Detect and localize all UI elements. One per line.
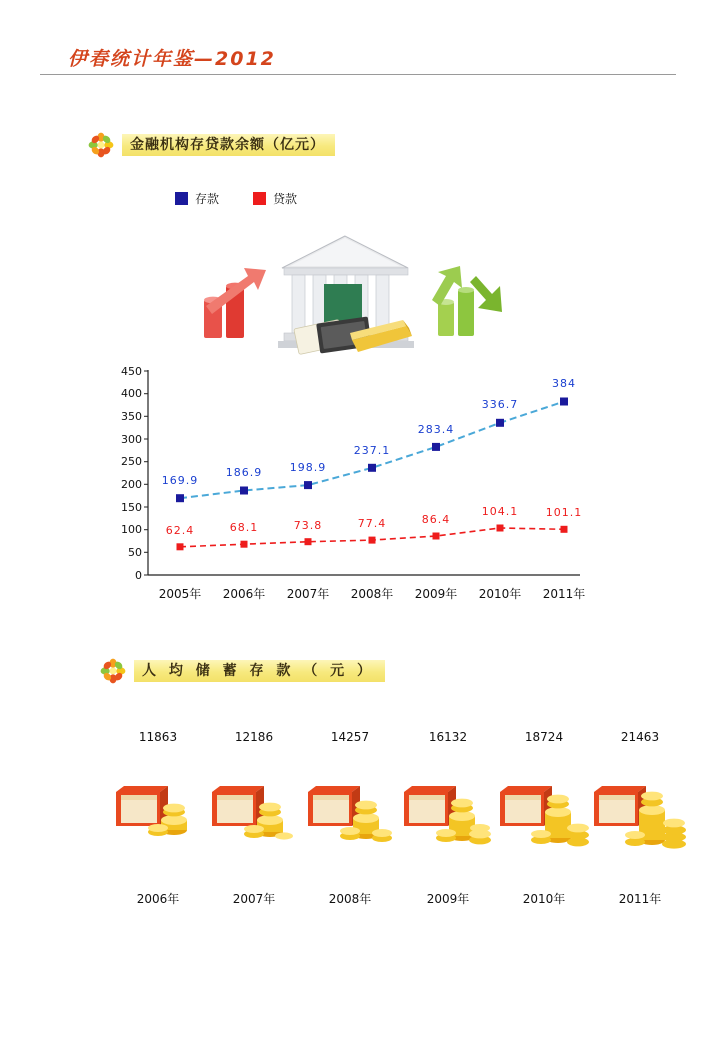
section-title-finance: 金融机构存贷款余额（亿元） [122,134,335,156]
savings-col-2010 [494,730,594,907]
svg-text:300: 300 [121,433,142,446]
svg-text:200: 200 [121,478,142,491]
savings-value-2008: 14257 [330,730,370,744]
svg-text:283.4: 283.4 [417,423,455,436]
legend-label-loan: 贷款 [273,192,298,206]
wallet-and-coins-icon [204,764,304,850]
svg-text:250: 250 [121,455,142,468]
legend-swatch-deposit [175,192,188,205]
wallet-and-coins-icon [300,764,400,850]
money-icon [294,317,412,355]
svg-text:350: 350 [121,410,142,423]
savings-value-2010: 18724 [524,730,564,744]
svg-text:384: 384 [552,377,576,390]
svg-text:2007年: 2007年 [286,587,330,601]
svg-text:336.7: 336.7 [481,398,519,411]
savings-year-2008: 2008年 [328,892,372,906]
svg-text:2006年: 2006年 [222,587,266,601]
wallet-and-coins-icon [590,764,690,850]
svg-text:0: 0 [135,569,142,582]
svg-text:73.8: 73.8 [293,519,323,532]
savings-col-2006 [108,730,208,907]
savings-value-2007: 12186 [234,730,274,744]
legend-label-deposit: 存款 [195,192,220,206]
svg-text:400: 400 [121,387,142,400]
svg-text:86.4: 86.4 [421,513,451,526]
x-tick-labels [159,586,586,601]
page-header [0,44,710,78]
svg-text:100: 100 [121,523,142,536]
section-title-savings: 人 均 储 蓄 存 款 （ 元 ） [134,660,385,682]
wallet-and-coins-icon [398,764,498,850]
savings-pictogram-chart [60,730,660,930]
savings-col-2008 [300,730,400,907]
bank-illustration [200,228,510,368]
page-title: 伊春统计年鉴—2012 [68,48,276,70]
savings-col-2009 [398,730,498,907]
savings-year-2011: 2011年 [618,892,662,906]
savings-col-2011 [590,730,690,907]
svg-text:169.9: 169.9 [161,474,199,487]
savings-year-2007: 2007年 [232,892,276,906]
header-divider [40,74,676,75]
svg-text:198.9: 198.9 [289,461,327,474]
svg-text:101.1: 101.1 [545,506,583,519]
chart-legend [175,190,297,207]
svg-text:104.1: 104.1 [481,505,519,518]
series-loan-labels [166,505,583,537]
svg-text:2005年: 2005年 [158,587,202,601]
flower-icon [88,132,114,158]
finance-line-chart [100,360,600,610]
savings-year-2010: 2010年 [522,892,566,906]
savings-value-2009: 16132 [428,730,468,744]
flower-icon [100,658,126,684]
svg-text:450: 450 [121,365,142,378]
savings-year-2006: 2006年 [136,892,180,906]
svg-text:186.9: 186.9 [225,466,263,479]
legend-swatch-loan [253,192,266,205]
svg-text:77.4: 77.4 [357,517,387,530]
svg-text:150: 150 [121,501,142,514]
svg-text:2008年: 2008年 [350,587,394,601]
legend-item-deposit [175,190,219,207]
svg-text:68.1: 68.1 [229,521,259,534]
legend-item-loan [253,190,297,207]
svg-text:2010年: 2010年 [478,587,522,601]
wallet-and-coins-icon [108,764,208,850]
savings-value-2011: 21463 [620,730,660,744]
svg-text:2009年: 2009年 [414,587,458,601]
svg-text:237.1: 237.1 [353,444,391,457]
green-chart-icon [432,266,502,336]
savings-value-2006: 11863 [138,730,178,744]
svg-text:62.4: 62.4 [165,524,195,537]
wallet-and-coins-icon [494,764,594,850]
savings-col-2007 [204,730,304,907]
svg-text:2011年: 2011年 [542,587,586,601]
line-chart-svg [100,360,600,610]
red-chart-icon [204,268,266,338]
savings-year-2009: 2009年 [426,892,470,906]
y-tick-labels [121,365,148,582]
svg-text:50: 50 [128,546,142,559]
